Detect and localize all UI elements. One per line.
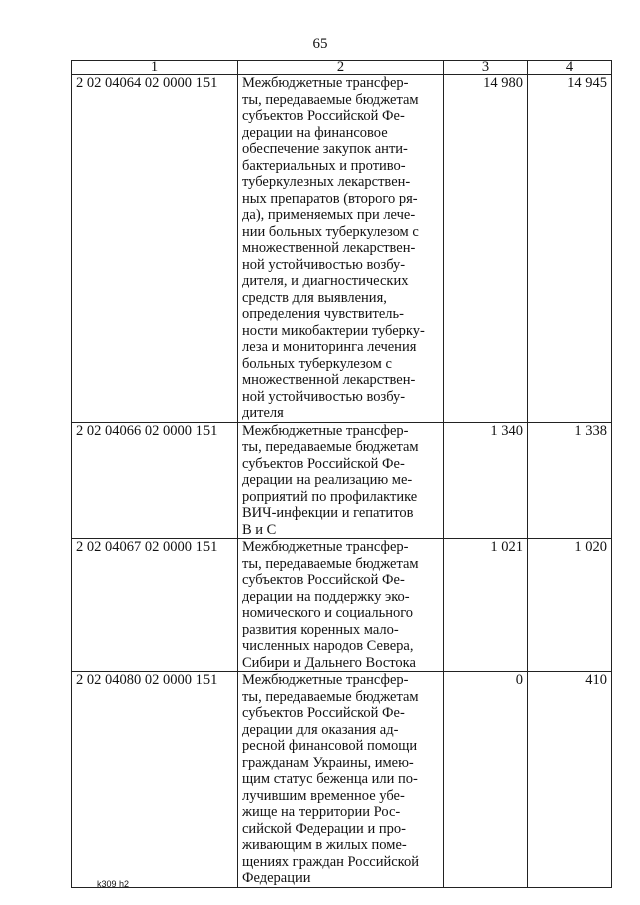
row-description: Межбюджетные трансфер- ты, передаваемые бюджетам субъектов Российской Фе- дерации для оказания ад- ресной финансовой помощи гражданам Украины, имею- щим статус беженца или по- лучившим временное убе- жище на территории Рос- сийской Федерации и про- живающим в жилых поме- щениях граждан Российской Федерации [238,672,444,888]
amount-col4: 410 [528,672,612,888]
table-row [72,422,612,539]
budget-code: 2 02 04064 02 0000 151 [72,75,238,423]
column-header-2: 2 [238,61,444,75]
column-header-4: 4 [528,61,612,75]
column-header-3: 3 [444,61,528,75]
table-row [72,672,612,888]
amount-col3: 1 021 [444,539,528,672]
row-description: Межбюджетные трансфер- ты, передаваемые бюджетам субъектов Российской Фе- дерации на реализацию ме- роприятий по профилактике ВИЧ-инфекции и гепатитов В и С [238,422,444,539]
amount-col3: 14 980 [444,75,528,423]
footer-code: k309 h2 [97,879,130,889]
table-row [72,75,612,423]
budget-code: 2 02 04067 02 0000 151 [72,539,238,672]
row-description: Межбюджетные трансфер- ты, передаваемые бюджетам субъектов Российской Фе- дерации на финансовое обеспечение закупок анти- бактериальных и противо- туберкулезных лекарствен- ных препаратов (второго ря- да), применяемых при лече- нии больных туберкулезом с множественной лекарствен- ной устойчивостью возбу- дителя, и диагностических средств для выявления, определения чувствитель- ности микобактерии туберку- леза и мониторинга лечения больных туберкулезом с множественной лекарствен- ной устойчивостью возбу- дителя [238,75,444,423]
amount-col4: 1 338 [528,422,612,539]
amount-col3: 1 340 [444,422,528,539]
column-header-1: 1 [72,61,238,75]
table-row [72,539,612,672]
budget-code: 2 02 04066 02 0000 151 [72,422,238,539]
page-number: 65 [312,36,328,52]
amount-col3: 0 [444,672,528,888]
budget-code: 2 02 04080 02 0000 151 [72,672,238,888]
column-number-row [72,61,612,75]
row-description: Межбюджетные трансфер- ты, передаваемые бюджетам субъектов Российской Фе- дерации на поддержку эко- номического и социального развития коренных мало- численных народов Севера, Сибири и Дальнего Востока [238,539,444,672]
amount-col4: 1 020 [528,539,612,672]
amount-col4: 14 945 [528,75,612,423]
budget-table [71,60,612,888]
